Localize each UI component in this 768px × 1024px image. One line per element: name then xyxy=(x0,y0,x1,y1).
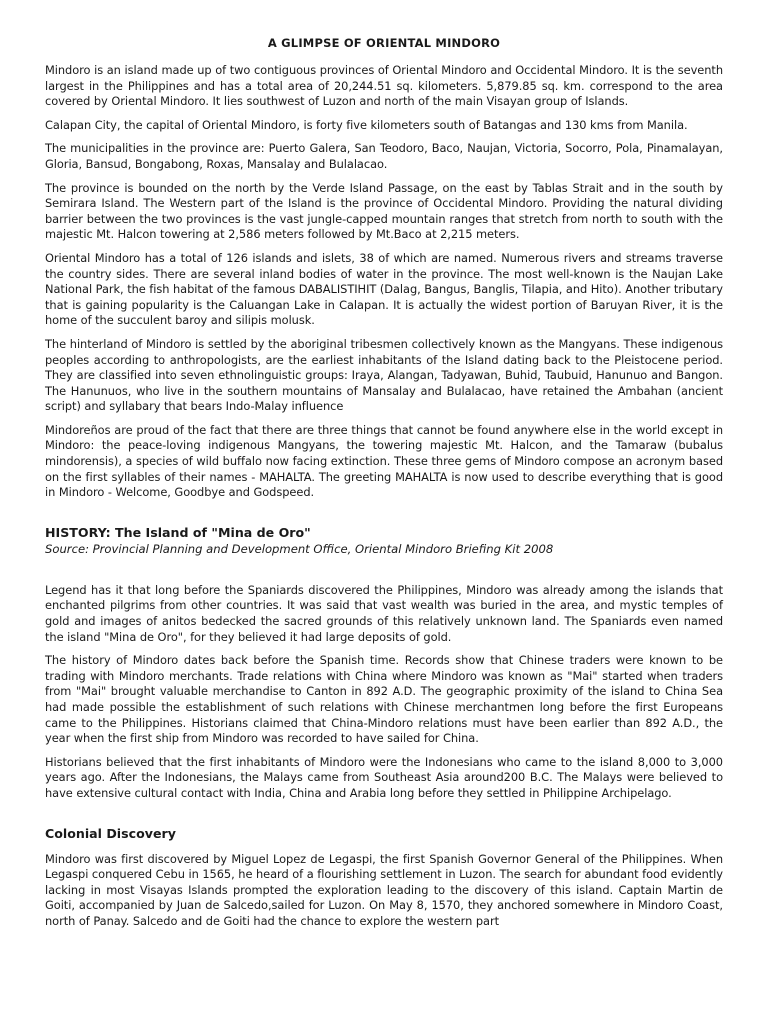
intro-paragraph: Mindoreños are proud of the fact that there are three things that cannot be found anywhere else in the world except in Mindoro: the peace-loving indigenous Mangyans, the towering majestic Mt. Halcon, and the Tamaraw (bubalus mindorensis), a species of wild buffalo now facing extinction. These three gems of Mindoro compose an acronym based on the first syllables of their names - MAHALTA. The greeting MAHALTA is now used to describe everything that is good in Mindoro - Welcome, Goodbye and Godspeed. xyxy=(45,422,723,500)
colonial-heading: Colonial Discovery xyxy=(45,825,176,841)
intro-paragraph: The municipalities in the province are: Puerto Galera, San Teodoro, Baco, Naujan, Victoria, Socorro, Pola, Pinamalayan, Gloria, Bansud, Bongabong, Roxas, Mansalay and Bulalacao. xyxy=(45,141,723,171)
intro-paragraph: Mindoro is an island made up of two contiguous provinces of Oriental Mindoro and Occidental Mindoro. It is the seventh largest in the Philippines and has a total area of 20,244.51 sq. kilometers. 5,879.85 sq. km. correspond to the area covered by Oriental Mindoro. It lies southwest of Luzon and north of the main Visayan group of Islands. xyxy=(45,63,723,109)
intro-paragraph: The province is bounded on the north by the Verde Island Passage, on the east by Tablas Strait and in the south by Semirara Island. The Western part of the Island is the province of Occidental Mindoro. Providing the natural dividing barrier between the two provinces is the vast jungle-capped mountain ranges that stretch from north to south with the majestic Mt. Halcon towering at 2,586 meters followed by Mt.Baco at 2,215 meters. xyxy=(45,180,723,242)
document-title: A GLIMPSE OF ORIENTAL MINDORO xyxy=(267,36,501,50)
history-paragraph: Historians believed that the first inhabitants of Mindoro were the Indonesians who came to the island 8,000 to 3,000 years ago. After the Indonesians, the Malays came from Southeast Asia around200 B.C. The Malays were believed to have extensive cultural contact with India, China and Arabia long before they settled in Philippine Archipelago. xyxy=(45,754,723,800)
history-source: Source: Provincial Planning and Development Office, Oriental Mindoro Briefing Kit 2008 xyxy=(45,541,554,556)
colonial-paragraph: Mindoro was first discovered by Miguel Lopez de Legaspi, the first Spanish Governor General of the Philippines. When Legaspi conquered Cebu in 1565, he heard of a flourishing settlement in Luzon. The search for abundant food evidently lacking in most Visayas Islands prompted the exploration leading to the discovery of this island. Captain Martin de Goiti, accompanied by Juan de Salcedo,sailed for Luzon. On May 8, 1570, they anchored somewhere in Mindoro Coast, north of Panay. Salcedo and de Goiti had the chance to explore the western part xyxy=(45,851,723,928)
intro-paragraph: Calapan City, the capital of Oriental Mindoro, is forty five kilometers south of Batangas and 130 kms from Manila. xyxy=(45,117,688,132)
history-paragraph: The history of Mindoro dates back before the Spanish time. Records show that Chinese traders were known to be trading with Mindoro merchants. Trade relations with China where Mindoro was known as "Mai" started when traders from "Mai" brought valuable merchandise to Canton in 892 A.D. The geographic proximity of the island to China Sea had made possible the establishment of such relations with Chinese merchantmen long before the first Europeans came to the Philippines. Historians claimed that China-Mindoro relations must have been earlier than 892 A.D., the year when the first ship from Mindoro was recorded to have sailed for China. xyxy=(45,653,723,746)
history-heading: HISTORY: The Island of "Mina de Oro" xyxy=(45,524,311,540)
history-paragraph: Legend has it that long before the Spaniards discovered the Philippines, Mindoro was already among the islands that enchanted pilgrims from other countries. It was said that vast wealth was buried in the area, and mystic temples of gold and images of anitos bedecked the sacred grounds of this relatively unknown land. The Spaniards even named the island "Mina de Oro", for they believed it had large deposits of gold. xyxy=(45,582,723,644)
document-page xyxy=(45,36,723,938)
intro-paragraph: Oriental Mindoro has a total of 126 islands and islets, 38 of which are named. Numerous rivers and streams traverse the country sides. There are several inland bodies of water in the province. The most well-known is the Naujan Lake National Park, the fish habitat of the famous DABALISTIHIT (Dalag, Bangus, Banglis, Tilapia, and Hito). Another tributary that is gaining popularity is the Caluangan Lake in Calapan. It is actually the widest portion of Baruyan River, it is the home of the succulent baroy and silipis molusk. xyxy=(45,250,724,328)
intro-paragraph: The hinterland of Mindoro is settled by the aboriginal tribesmen collectively known as the Mangyans. These indigenous peoples according to anthropologists, are the earliest inhabitants of the Island dating back to the Pleistocene period. They are classified into seven ethnolinguistic groups: Iraya, Alangan, Tadyawan, Buhid, Taubuid, Hanunuo and Bangon. The Hanunuos, who live in the southern mountains of Mansalay and Bulalacao, have retained the Ambahan (ancient script) and syllabary that bears Indo-Malay influence xyxy=(45,336,723,414)
